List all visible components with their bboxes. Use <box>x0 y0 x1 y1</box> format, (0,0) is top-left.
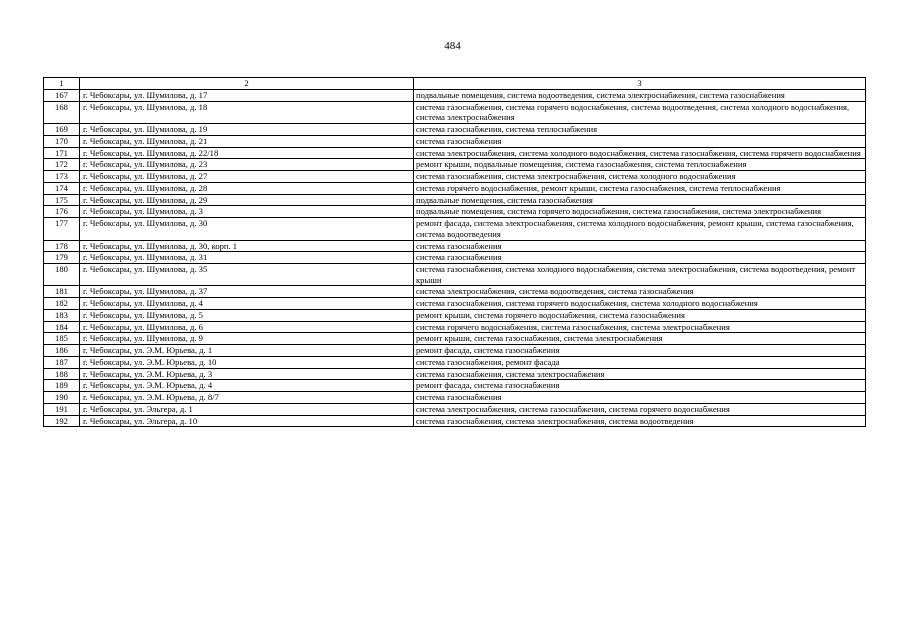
row-number-cell: 181 <box>44 286 80 298</box>
address-cell: г. Чебоксары, ул. Э.М. Юрьева, д. 4 <box>80 380 414 392</box>
row-number-cell: 188 <box>44 368 80 380</box>
address-cell: г. Чебоксары, ул. Э.М. Юрьева, д. 8/7 <box>80 392 414 404</box>
row-number-cell: 167 <box>44 90 80 102</box>
works-cell: система газоснабжения <box>414 392 866 404</box>
row-number-cell: 172 <box>44 159 80 171</box>
table-row <box>44 206 866 218</box>
table-row <box>44 101 866 123</box>
address-cell: г. Чебоксары, ул. Шумилова, д. 27 <box>80 171 414 183</box>
address-cell: г. Чебоксары, ул. Шумилова, д. 17 <box>80 90 414 102</box>
works-cell: подвальные помещения, система горячего водоснабжения, система газоснабжения, система электроснабжения <box>414 206 866 218</box>
table-row <box>44 124 866 136</box>
address-cell: г. Чебоксары, ул. Э.М. Юрьева, д. 10 <box>80 356 414 368</box>
row-number-cell: 186 <box>44 345 80 357</box>
works-cell: система электроснабжения, система газоснабжения, система горячего водоснабжения <box>414 403 866 415</box>
row-number-cell: 178 <box>44 240 80 252</box>
address-cell: г. Чебоксары, ул. Э.М. Юрьева, д. 1 <box>80 345 414 357</box>
row-number-cell: 184 <box>44 321 80 333</box>
address-cell: г. Чебоксары, ул. Шумилова, д. 30 <box>80 218 414 240</box>
table-row <box>44 392 866 404</box>
row-number-cell: 185 <box>44 333 80 345</box>
table-row <box>44 415 866 427</box>
works-cell: ремонт фасада, система газоснабжения <box>414 380 866 392</box>
table-row <box>44 171 866 183</box>
table-row <box>44 264 866 286</box>
address-cell: г. Чебоксары, ул. Шумилова, д. 23 <box>80 159 414 171</box>
works-cell: система газоснабжения, система электроснабжения, система водоотведения <box>414 415 866 427</box>
address-cell: г. Чебоксары, ул. Шумилова, д. 35 <box>80 264 414 286</box>
row-number-cell: 170 <box>44 135 80 147</box>
row-number-cell: 180 <box>44 264 80 286</box>
row-number-cell: 168 <box>44 101 80 123</box>
table-row <box>44 252 866 264</box>
table-row <box>44 147 866 159</box>
column-header-2: 2 <box>80 78 414 90</box>
works-cell: ремонт крыши, система горячего водоснабжения, система газоснабжения <box>414 309 866 321</box>
table-row <box>44 333 866 345</box>
address-cell: г. Чебоксары, ул. Шумилова, д. 29 <box>80 194 414 206</box>
row-number-cell: 182 <box>44 298 80 310</box>
row-number-cell: 179 <box>44 252 80 264</box>
table-row <box>44 135 866 147</box>
table-row <box>44 356 866 368</box>
table-row <box>44 321 866 333</box>
page-number: 484 <box>444 40 461 52</box>
address-cell: г. Чебоксары, ул. Эльгера, д. 10 <box>80 415 414 427</box>
address-cell: г. Чебоксары, ул. Шумилова, д. 31 <box>80 252 414 264</box>
table-header-row <box>44 78 866 90</box>
row-number-cell: 191 <box>44 403 80 415</box>
address-cell: г. Чебоксары, ул. Шумилова, д. 37 <box>80 286 414 298</box>
works-cell: система электроснабжения, система холодного водоснабжения, система газоснабжения, система горячего водоснабжения <box>414 147 866 159</box>
table-row <box>44 240 866 252</box>
row-number-cell: 192 <box>44 415 80 427</box>
works-cell: ремонт фасада, система газоснабжения <box>414 345 866 357</box>
works-cell: ремонт крыши, система газоснабжения, система электроснабжения <box>414 333 866 345</box>
works-cell: система газоснабжения <box>414 252 866 264</box>
works-cell: система газоснабжения, система электроснабжения, система холодного водоснабжения <box>414 171 866 183</box>
row-number-cell: 183 <box>44 309 80 321</box>
works-cell: подвальные помещения, система газоснабжения <box>414 194 866 206</box>
address-cell: г. Чебоксары, ул. Шумилова, д. 3 <box>80 206 414 218</box>
row-number-cell: 190 <box>44 392 80 404</box>
address-cell: г. Чебоксары, ул. Шумилова, д. 4 <box>80 298 414 310</box>
works-cell: ремонт фасада, система электроснабжения, система холодного водоснабжения, ремонт крыши, система газоснабжения, система водоотведения <box>414 218 866 240</box>
address-cell: г. Чебоксары, ул. Шумилова, д. 30, корп. 1 <box>80 240 414 252</box>
works-cell: система горячего водоснабжения, система газоснабжения, система электроснабжения <box>414 321 866 333</box>
row-number-cell: 171 <box>44 147 80 159</box>
address-cell: г. Чебоксары, ул. Э.М. Юрьева, д. 3 <box>80 368 414 380</box>
table-row <box>44 309 866 321</box>
address-cell: г. Чебоксары, ул. Шумилова, д. 21 <box>80 135 414 147</box>
column-header-1: 1 <box>44 78 80 90</box>
table-row <box>44 90 866 102</box>
works-cell: система газоснабжения, система электроснабжения <box>414 368 866 380</box>
table-row <box>44 218 866 240</box>
row-number-cell: 177 <box>44 218 80 240</box>
row-number-cell: 187 <box>44 356 80 368</box>
address-cell: г. Чебоксары, ул. Шумилова, д. 28 <box>80 182 414 194</box>
table-row <box>44 345 866 357</box>
row-number-cell: 169 <box>44 124 80 136</box>
table-row <box>44 368 866 380</box>
row-number-cell: 189 <box>44 380 80 392</box>
works-cell: система газоснабжения, система горячего водоснабжения, система холодного водоснабжения <box>414 298 866 310</box>
works-cell: система газоснабжения, система теплоснабжения <box>414 124 866 136</box>
works-cell: система горячего водоснабжения, ремонт крыши, система газоснабжения, система теплоснабжения <box>414 182 866 194</box>
address-cell: г. Чебоксары, ул. Шумилова, д. 5 <box>80 309 414 321</box>
row-number-cell: 174 <box>44 182 80 194</box>
works-cell: система электроснабжения, система водоотведения, система газоснабжения <box>414 286 866 298</box>
works-cell: система газоснабжения <box>414 240 866 252</box>
address-cell: г. Чебоксары, ул. Шумилова, д. 9 <box>80 333 414 345</box>
works-cell: система газоснабжения, система холодного водоснабжения, система электроснабжения, система водоотведения, ремонт крыши <box>414 264 866 286</box>
row-number-cell: 175 <box>44 194 80 206</box>
column-header-3: 3 <box>414 78 866 90</box>
works-cell: система газоснабжения, ремонт фасада <box>414 356 866 368</box>
address-cell: г. Чебоксары, ул. Шумилова, д. 18 <box>80 101 414 123</box>
address-cell: г. Чебоксары, ул. Шумилова, д. 19 <box>80 124 414 136</box>
repair-table <box>43 77 866 427</box>
table-row <box>44 403 866 415</box>
table-row <box>44 286 866 298</box>
address-cell: г. Чебоксары, ул. Эльгера, д. 1 <box>80 403 414 415</box>
row-number-cell: 176 <box>44 206 80 218</box>
table-row <box>44 298 866 310</box>
works-cell: подвальные помещения, система водоотведения, система электроснабжения, система газоснабжения <box>414 90 866 102</box>
works-cell: система газоснабжения <box>414 135 866 147</box>
table-row <box>44 182 866 194</box>
works-cell: система газоснабжения, система горячего водоснабжения, система водоотведения, система холодного водоснабжения, система электроснабжения <box>414 101 866 123</box>
row-number-cell: 173 <box>44 171 80 183</box>
address-cell: г. Чебоксары, ул. Шумилова, д. 6 <box>80 321 414 333</box>
works-cell: ремонт крыши, подвальные помещения, система газоснабжения, система теплоснабжения <box>414 159 866 171</box>
table-row <box>44 194 866 206</box>
address-cell: г. Чебоксары, ул. Шумилова, д. 22/18 <box>80 147 414 159</box>
table-row <box>44 380 866 392</box>
table-body <box>44 78 866 427</box>
table-row <box>44 159 866 171</box>
